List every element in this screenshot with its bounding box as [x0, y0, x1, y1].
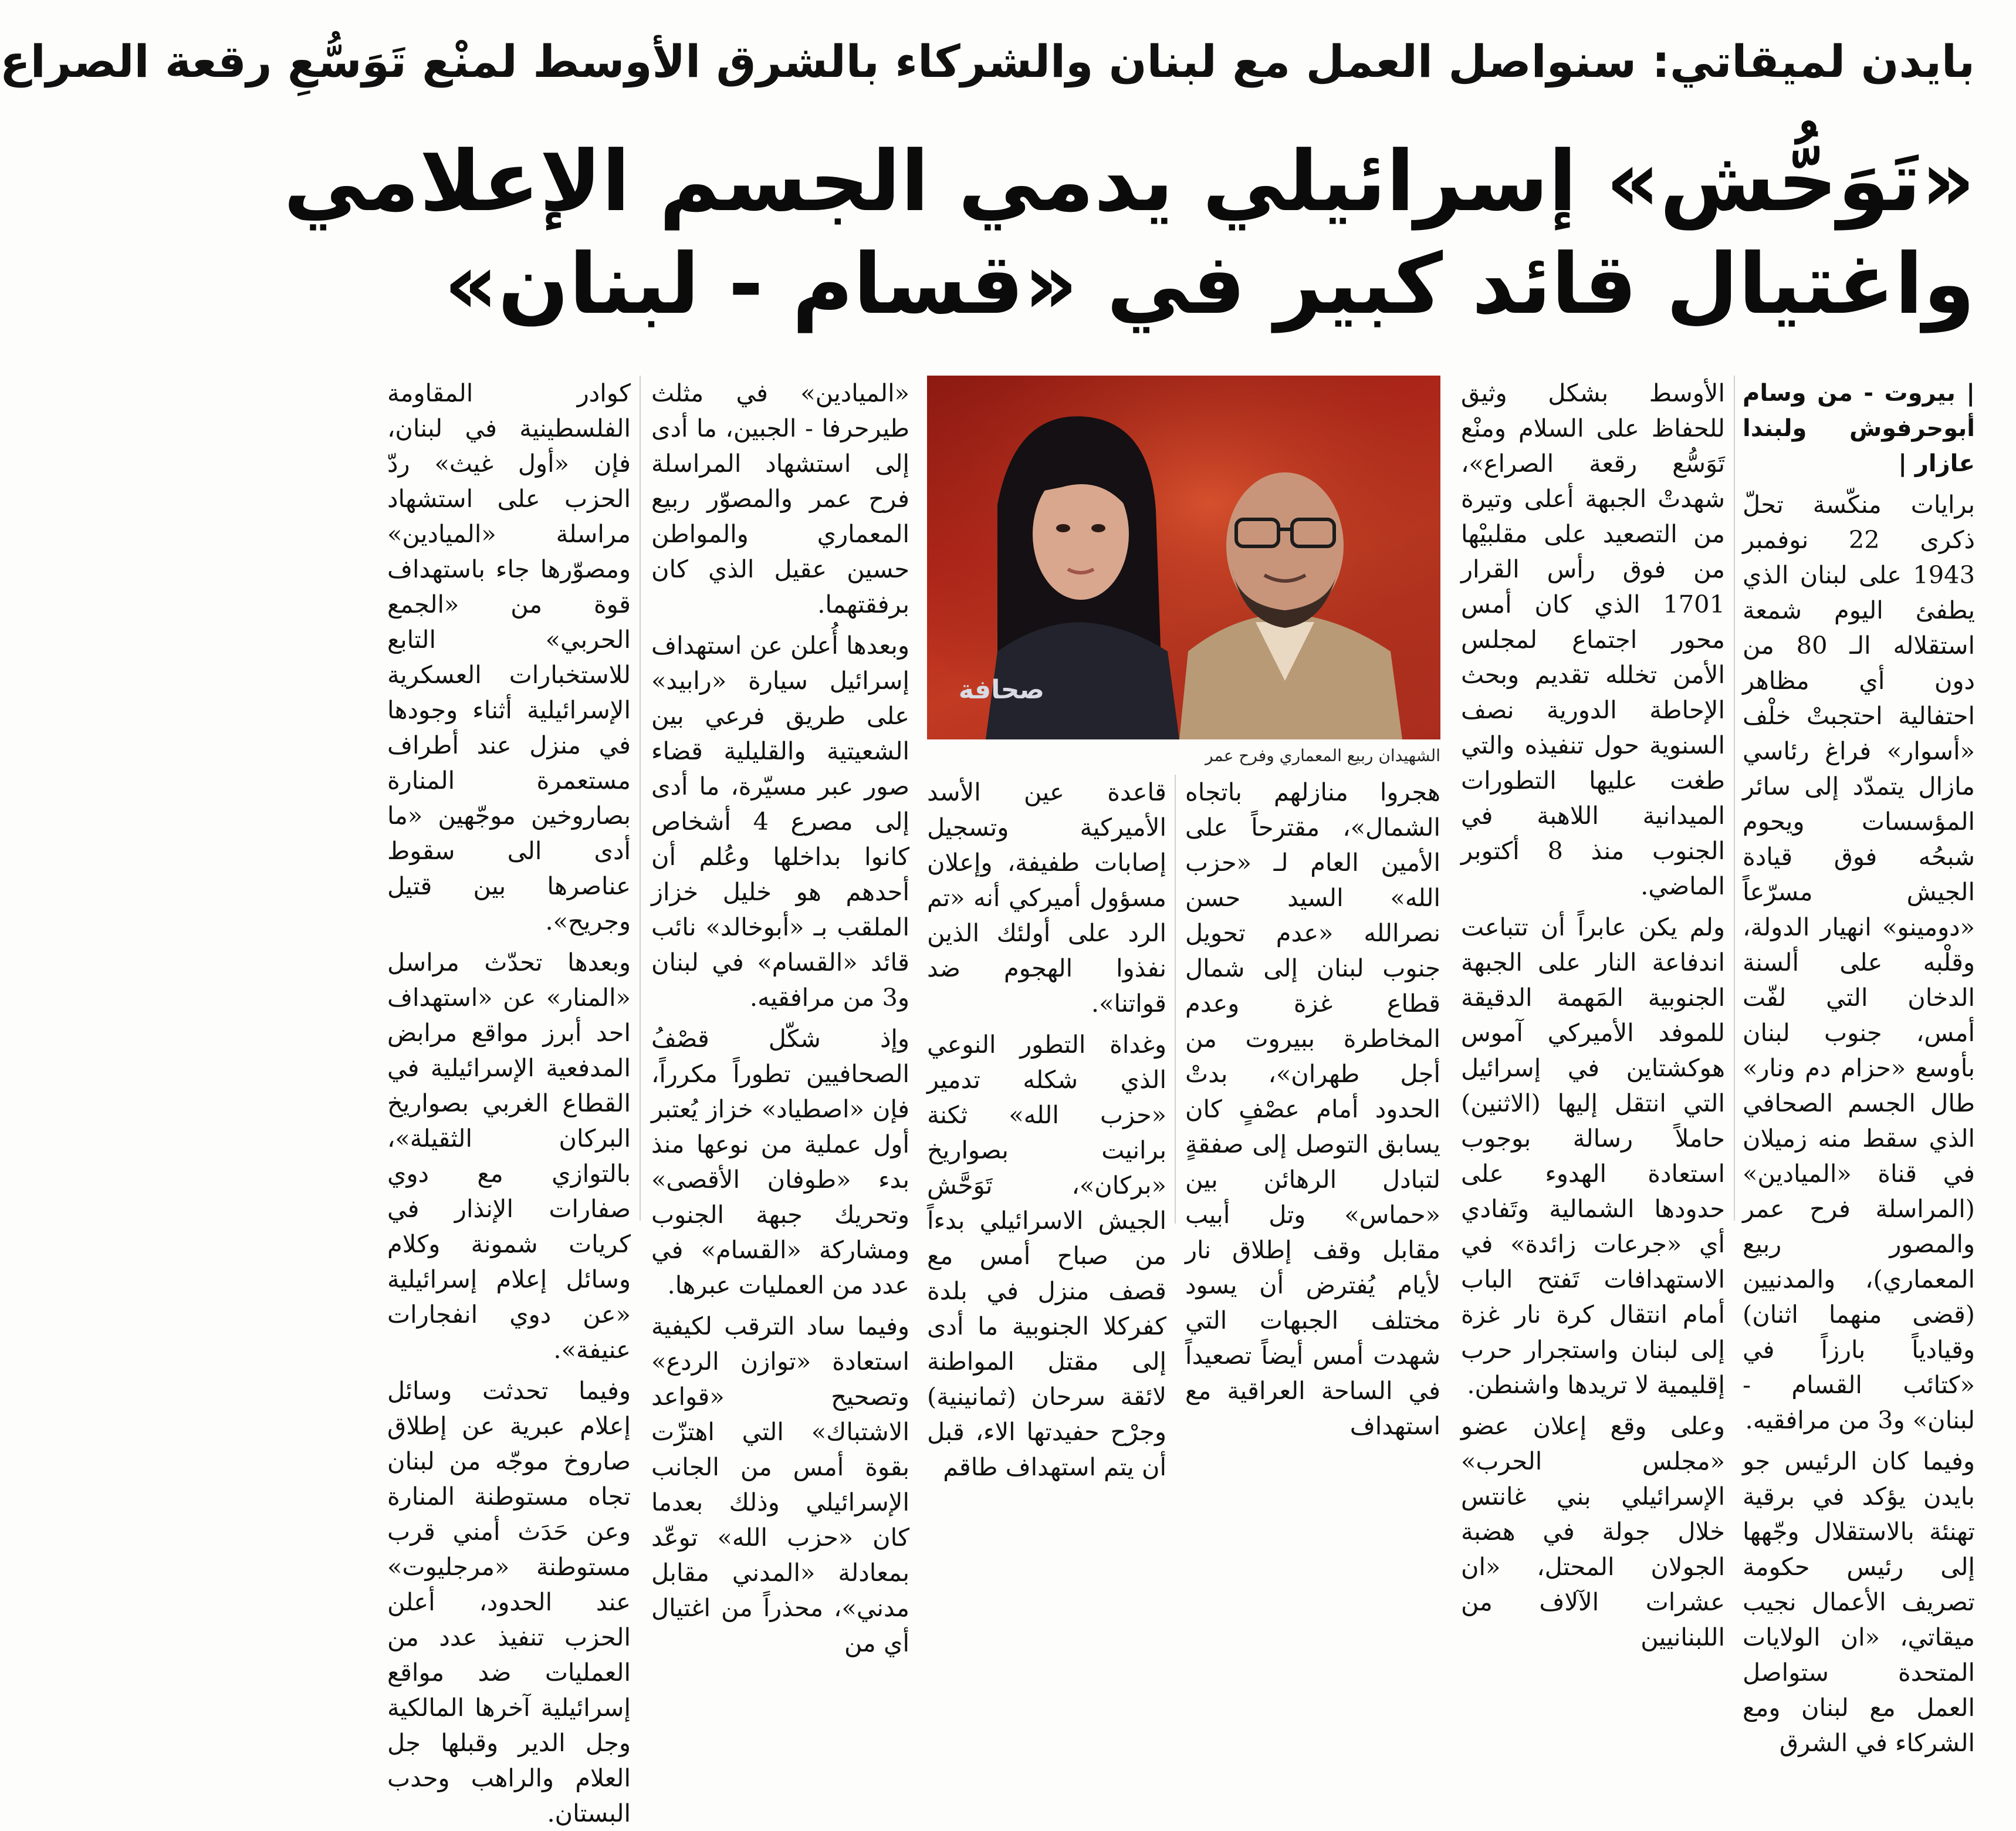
paragraph: كوادر المقاومة الفلسطينية في لبنان، فإن «أول غيث» ردّ الحزب على استشهاد مراسلة «الميادين» ومصوّرها جاء باستهداف قوة من «الجمع الحربي» التابع للاستخبارات العسكرية الإسرائيلية أثناء وجودها في منزل عند أطراف مستعمرة المنارة بصاروخين موجّهين «ما أدى الى سقوط عناصرها بين قتيل وجريح». [387, 379, 631, 935]
column-divider [1175, 775, 1176, 1224]
paragraph: وفيما كان الرئيس جو بايدن يؤكد في برقية تهنئة بالاستقلال وجّهها إلى رئيس حكومة تصريف الأعمال نجيب ميقاتي، «ان الولايات المتحدة ستواصل العمل مع لبنان ومع الشركاء في الشرق [1743, 1447, 1975, 1757]
paragraph: قاعدة عين الأسد الأميركية وتسجيل إصابات طفيفة، وإعلان مسؤول أميركي أنه «تم الرد على أولئك الذين نفذوا الهجوم ضد قواتنا». [927, 778, 1166, 1018]
byline: | بيروت - من وسام أبوحرفوش ولبندا عازار | [1743, 380, 1975, 477]
paragraph: ولم يكن عابراً أن تتباعت اندفاعة النار على الجبهة الجنوبية المَهمة الدقيقة للموفد الأميركي آموس هوكشتاين في إسرائيل التي انتقل إليها (الاثنين) حاملاً رسالة بوجوب استعادة الهدوء على حدودها الشمالية وتَفادي أي «جرعات زائدة» في الاستهدافات تَفتح الباب أمام انتقال كرة نار غزة إلى لبنان واستجرار حرب إقليمية لا تريدها واشنطن. [1461, 913, 1725, 1399]
column-divider [640, 376, 641, 1221]
headline-line-1: «تَوَحُّش» إسرائيلي يدمي الجسم الإعلامي [283, 133, 1975, 230]
article-column-3 [1185, 775, 1440, 1440]
article-column-1 [1743, 376, 1975, 1757]
paragraph: وفيما تحدثت وسائل إعلام عبرية عن إطلاق صاروخ موجّه من لبنان تجاه مستوطنة المنارة وعن حَدَث أمني قرب مستوطنة «مرجليوت» عند الحدود، أعلن الحزب تنفيذ عدد من العمليات ضد مواقع إسرائيلية آخرها المالكية وجل الدير وقبلها جل العلام والراهب وحدب البستان. [387, 1376, 631, 1827]
paragraph: وفيما ساد الترقب لكيفية استعادة «توازن الردع» وتصحيح «قواعد الاشتباك» التي اهتزّت بقوة أمس من الجانب الإسرائيلي وذلك بعدما كان «حزب الله» توعّد بمعادلة «المدني مقابل مدني»، محذراً من اغتيال أي من [651, 1312, 909, 1657]
article-column-6 [387, 376, 631, 1827]
paragraph: الأوسط بشكل وثيق للحفاظ على السلام ومنْع تَوَسُّع رقعة الصراع»، شهدتْ الجبهة أعلى وتيرة من التصعيد على مقلبيْها من فوق رأس القرار 1701 الذي كان أمس محور اجتماع لمجلس الأمن تخلله تقديم وبحث الإحاطة الدورية نصف السنوية حول تنفيذه والتي طغت عليها التطورات الميدانية اللاهبة في الجنوب منذ 8 أكتوبر الماضي. [1461, 379, 1725, 900]
paragraph: وبعدها أُعلن عن استهداف إسرائيل سيارة «رابيد» على طريق فرعي بين الشعيتية والقليلية قضاء صور عبر مسيّرة، ما أدى إلى مصرع 4 أشخاص كانوا بداخلها وعُلم أن أحدهم هو خليل خزاز الملقب بـ «أبوخالد» نائب قائد «القسام» في لبنان و3 من مرافقيه. [651, 631, 909, 1012]
column-divider [1734, 376, 1735, 1221]
portrait-illustration [927, 376, 1440, 739]
paragraph: هجروا منازلهم باتجاه الشمال»، مقترحاً على الأمين العام لـ «حزب الله» السيد حسن نصرالله «عدم تحويل جنوب لبنان إلى شمال قطاع غزة وعدم المخاطرة ببيروت من أجل طهران»، بدتْ الحدود أمام عصْفٍ كان يسابق التوصل إلى صفقةٍ لتبادل الرهائن بين «حماس» وتل أبيب مقابل وقف إطلاق نار لأيام يُفترض أن يسود مختلف الجبهات التي شهدت أمس أيضاً تصعيداً في الساحة العراقية مع استهداف [1185, 778, 1440, 1440]
paragraph: وعلى وقع إعلان عضو «مجلس الحرب» الإسرائيلي بني غانتس خلال جولة في هضبة الجولان المحتل، «ان عشرات الآلاف من اللبنانيين [1461, 1411, 1725, 1651]
photo-caption: الشهيدان ربيع المعماري وفرح عمر [1205, 746, 1440, 765]
paragraph: برايات منكّسة تحلّ ذكرى 22 نوفمبر 1943 على لبنان الذي يطفئ اليوم شمعة استقلاله الـ 80 من دون أي مظاهر احتفالية احتجبتْ خلْف «أسوار» فراغ رئاسي مازال يتمدّد إلى سائر المؤسسات ويحوم شبحُه فوق قيادة الجيش مسرّعاً «دومينو» انهيار الدولة، وقلْبه على ألسنة الدخان التي لفّت أمس، جنوب لبنان بأوسع «حزام دم ونار» طال الجسم الصحافي الذي سقط منه زميلان في قناة «الميادين» (المراسلة فرح عمر والمصور ربيع المعماري)، والمدنيين (قضى منهما اثنان) وقيادياً بارزاً في «كتائب القسام - لبنان» و3 من مرافقيه. [1743, 490, 1975, 1434]
photo-martyrs [927, 376, 1440, 739]
article-column-2 [1461, 376, 1725, 1651]
headline-line-2: واغتيال قائد كبير في «قسام - لبنان» [444, 236, 1975, 333]
paragraph: وبعدها تحدّث مراسل «المنار» عن «استهداف احد أبرز مواقع مرابض المدفعية الإسرائيلية في القطاع الغربي بصواريخ البركان الثقيلة»، بالتوازي مع دوي صفارات الإنذار في كريات شمونة وكلام وسائل إعلام إسرائيلية «عن دوي انفجارات عنيفة». [387, 948, 631, 1364]
paragraph: وإذ شكّل قصْفُ الصحافيين تطوراً مكرراً، فإن «اصطياد» خزاز يُعتبر أول عملية من نوعها منذ بدء «طوفان الأقصى» وتحريك جبهة الجنوب ومشاركة «القسام» في عدد من العمليات عبرها. [651, 1024, 909, 1299]
article-column-4 [927, 775, 1166, 1481]
article-column-5 [651, 376, 909, 1657]
press-vest-text: صحافة [958, 675, 1044, 705]
paragraph: وغداة التطور النوعي الذي شكله تدمير «حزب الله» ثكنة برانيت بصواريخ «بركان»، تَوَحَّش الجيش الاسرائيلي بدءاً من صباح أمس مع قصف منزل في بلدة كفركلا الجنوبية ما أدى إلى مقتل المواطنة لائقة سرحان (ثمانينية) وجرْح حفيدتها الاء، قبل أن يتم استهداف طاقم [927, 1030, 1166, 1481]
paragraph: «الميادين» في مثلث طيرحرفا - الجبين، ما أدى إلى استشهاد المراسلة فرح عمر والمصوّر ربيع المعماري والمواطن حسين عقيل الذي كان برفقتهما. [651, 379, 909, 619]
kicker-subheadline: بايدن لميقاتي: سنواصل العمل مع لبنان والشركاء بالشرق الأوسط لمنْع تَوَسُّعِ رقعة الصراع [0, 35, 1975, 87]
